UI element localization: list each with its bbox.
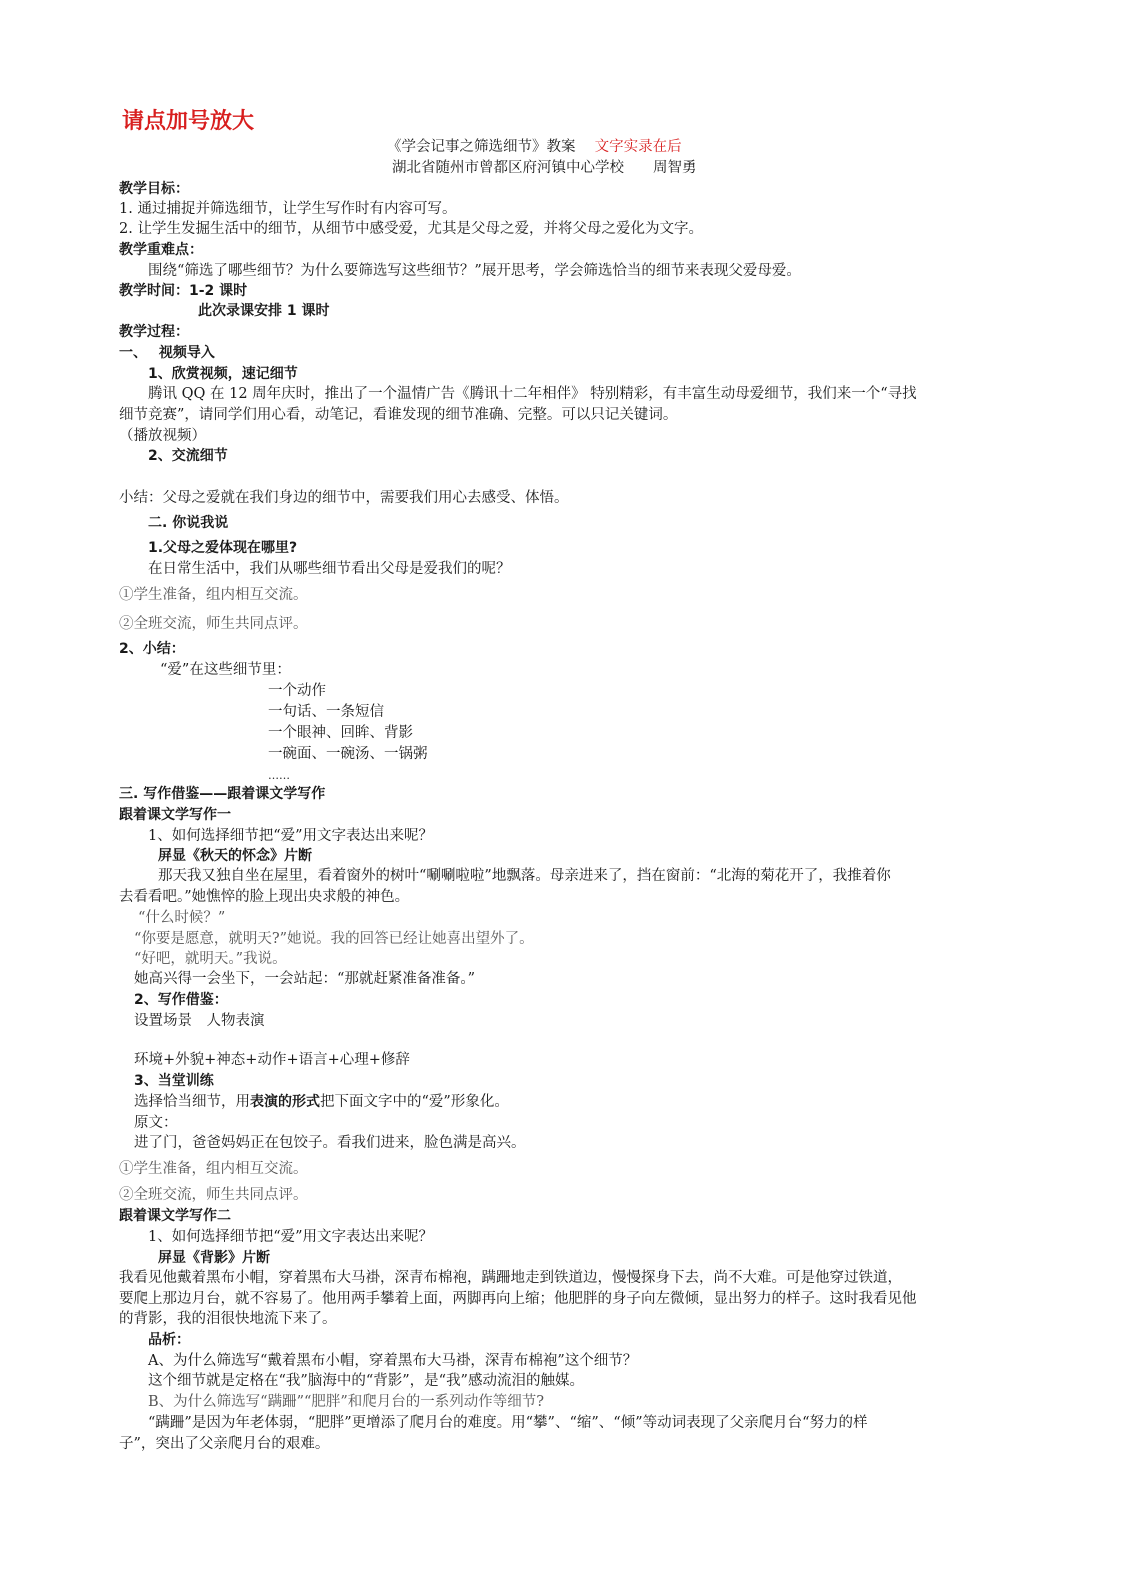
section2-answer: ①学生准备，组内相互交流。: [119, 587, 308, 603]
section2-summary-intro: “爱”在这些细节里：: [160, 662, 291, 678]
training-text-a: 选择恰当细节，用: [134, 1094, 250, 1110]
section2-q1-text: 在日常生活中，我们从哪些细节看出父母是爱我们的呢？: [148, 561, 511, 577]
writing-reference-title: 2、写作借鉴：: [134, 992, 228, 1008]
training-answer: ②全班交流，师生共同点评。: [119, 1187, 308, 1203]
training-answer: ①学生准备，组内相互交流。: [119, 1161, 308, 1177]
love-detail-item: ……: [268, 769, 290, 782]
excerpt-paragraph: 要爬上那边月台，就不容易了。他用两手攀着上面，两脚再向上缩；他肥胖的身子向左微倾，显出努力的样子。这时我看见他: [119, 1291, 917, 1307]
section2-answer: ②全班交流，师生共同点评。: [119, 616, 308, 632]
excerpt-paragraph: 的背影，我的泪很快地流下来了。: [119, 1311, 337, 1327]
section1-text1: 腾讯 QQ 在 12 周年庆时，推出了一个温情广告《腾讯十二年相伴》 特别精彩，有丰富生动母爱细节，我们来一个“寻找: [148, 386, 917, 402]
objectives-heading: 教学目标：: [119, 181, 189, 197]
excerpt-dialogue: “你要是愿意，就明天?”她说。我的回答已经让她喜出望外了。: [134, 931, 534, 947]
excerpt-dialogue: “什么时候？”: [138, 910, 226, 926]
author-line: 湖北省随州市曾都区府河镇中心学校 周智勇: [392, 160, 697, 176]
section3-sub2: 跟着课文学写作二: [119, 1208, 231, 1224]
section3-question: 1、如何选择细节把“爱”用文字表达出来呢？: [148, 1229, 434, 1245]
writing-reference-item: 设置场景 人物表演: [134, 1013, 265, 1029]
title-note: 文字实录在后: [594, 139, 682, 155]
love-detail-item: 一碗面、一碗汤、一锅粥: [268, 746, 428, 762]
section3-sub1: 跟着课文学写作一: [119, 807, 231, 823]
time-note: 此次录课安排 1 课时: [198, 303, 330, 319]
original-text: 进了门，爸爸妈妈正在包饺子。看我们进来，脸色满是高兴。: [134, 1135, 526, 1151]
process-heading: 教学过程：: [119, 324, 189, 340]
analysis-answer: 子”，突出了父亲爬月台的艰难。: [119, 1436, 330, 1452]
original-label: 原文：: [134, 1115, 178, 1131]
love-detail-item: 一个眼神、回眸、背影: [268, 725, 413, 741]
excerpt-paragraph: 那天我又独自坐在屋里，看着窗外的树叶“唰唰啦啦”地飘落。母亲进来了，挡在窗前：“北海的菊花开了，我推着你: [158, 868, 891, 884]
analysis-question: A、为什么筛选写“戴着黑布小帽，穿着黑布大马褂，深青布棉袍”这个细节？: [148, 1353, 638, 1369]
analysis-question: B、为什么筛选写“蹒跚”“肥胖”和爬月台的一系列动作等细节?: [148, 1394, 545, 1410]
love-detail-item: 一个动作: [268, 683, 326, 699]
analysis-title: 品析：: [148, 1332, 190, 1348]
section2-title: 二. 你说我说: [148, 515, 229, 531]
play-video-note: （播放视频）: [119, 428, 206, 444]
excerpt-paragraph: 去看看吧。”她憔悴的脸上现出央求般的神色。: [119, 889, 410, 905]
training-text-bold: 表演的形式: [250, 1094, 320, 1110]
key-points-heading: 教学重难点：: [119, 242, 203, 258]
love-detail-item: 一句话、一条短信: [268, 704, 384, 720]
section1-summary: 小结：父母之爱就在我们身边的细节中，需要我们用心去感受、体悟。: [119, 490, 569, 506]
training-text: [134, 1093, 509, 1112]
section1-title: 一、 视频导入: [119, 345, 215, 361]
section1-text2: 细节竞赛”，请同学们用心看，动笔记，看谁发现的细节准确、完整。可以只记关键词。: [119, 407, 678, 423]
section3-question: 1、如何选择细节把“爱”用文字表达出来呢？: [148, 828, 434, 844]
writing-reference-item: 环境+外貌+神态+动作+语言+心理+修辞: [134, 1052, 410, 1068]
time-heading: 教学时间：1-2 课时: [119, 283, 248, 299]
section1-step2: 2、交流细节: [148, 448, 228, 464]
doc-title: [387, 138, 682, 157]
analysis-answer: “蹒跚”是因为年老体弱，“肥胖”更增添了爬月台的难度。用“攀”、“缩”、“倾”等动词表现了父亲爬月台“努力的样: [148, 1415, 868, 1431]
section2-q1: 1.父母之爱体现在哪里?: [148, 540, 298, 556]
screen-excerpt-title: 屏显《秋天的怀念》片断: [158, 848, 312, 864]
objective-item: 1. 通过捕捉并筛选细节，让学生写作时有内容可写。: [119, 201, 457, 217]
training-title: 3、当堂训练: [134, 1073, 214, 1089]
title-text: 《学会记事之筛选细节》教案: [387, 139, 576, 155]
key-points-text: 围绕“筛选了哪些细节？为什么要筛选写这些细节？”展开思考，学会筛选恰当的细节来表现父爱母爱。: [148, 263, 801, 279]
section1-step1: 1、欣赏视频，速记细节: [148, 366, 298, 382]
excerpt-dialogue: “好吧，就明天。”我说。: [134, 951, 287, 967]
section3-title: 三. 写作借鉴——跟着课文学写作: [119, 786, 326, 802]
excerpt-dialogue: 她高兴得一会坐下，一会站起：“那就赶紧准备准备。”: [134, 971, 476, 987]
analysis-answer: 这个细节就是定格在“我”脑海中的“背影”，是“我”感动流泪的触媒。: [148, 1373, 584, 1389]
training-text-b: 把下面文字中的“爱”形象化。: [320, 1094, 509, 1110]
excerpt-paragraph: 我看见他戴着黑布小帽，穿着黑布大马褂，深青布棉袍，蹒跚地走到铁道边，慢慢探身下去，尚不大难。可是他穿过铁道，: [119, 1270, 902, 1286]
screen-excerpt-title: 屏显《背影》片断: [158, 1250, 270, 1266]
objective-item: 2. 让学生发掘生活中的细节，从细节中感受爱，尤其是父母之爱，并将父母之爱化为文字。: [119, 221, 703, 237]
zoom-hint: 请点加号放大: [122, 109, 255, 134]
section2-summary-title: 2、小结：: [119, 641, 185, 657]
